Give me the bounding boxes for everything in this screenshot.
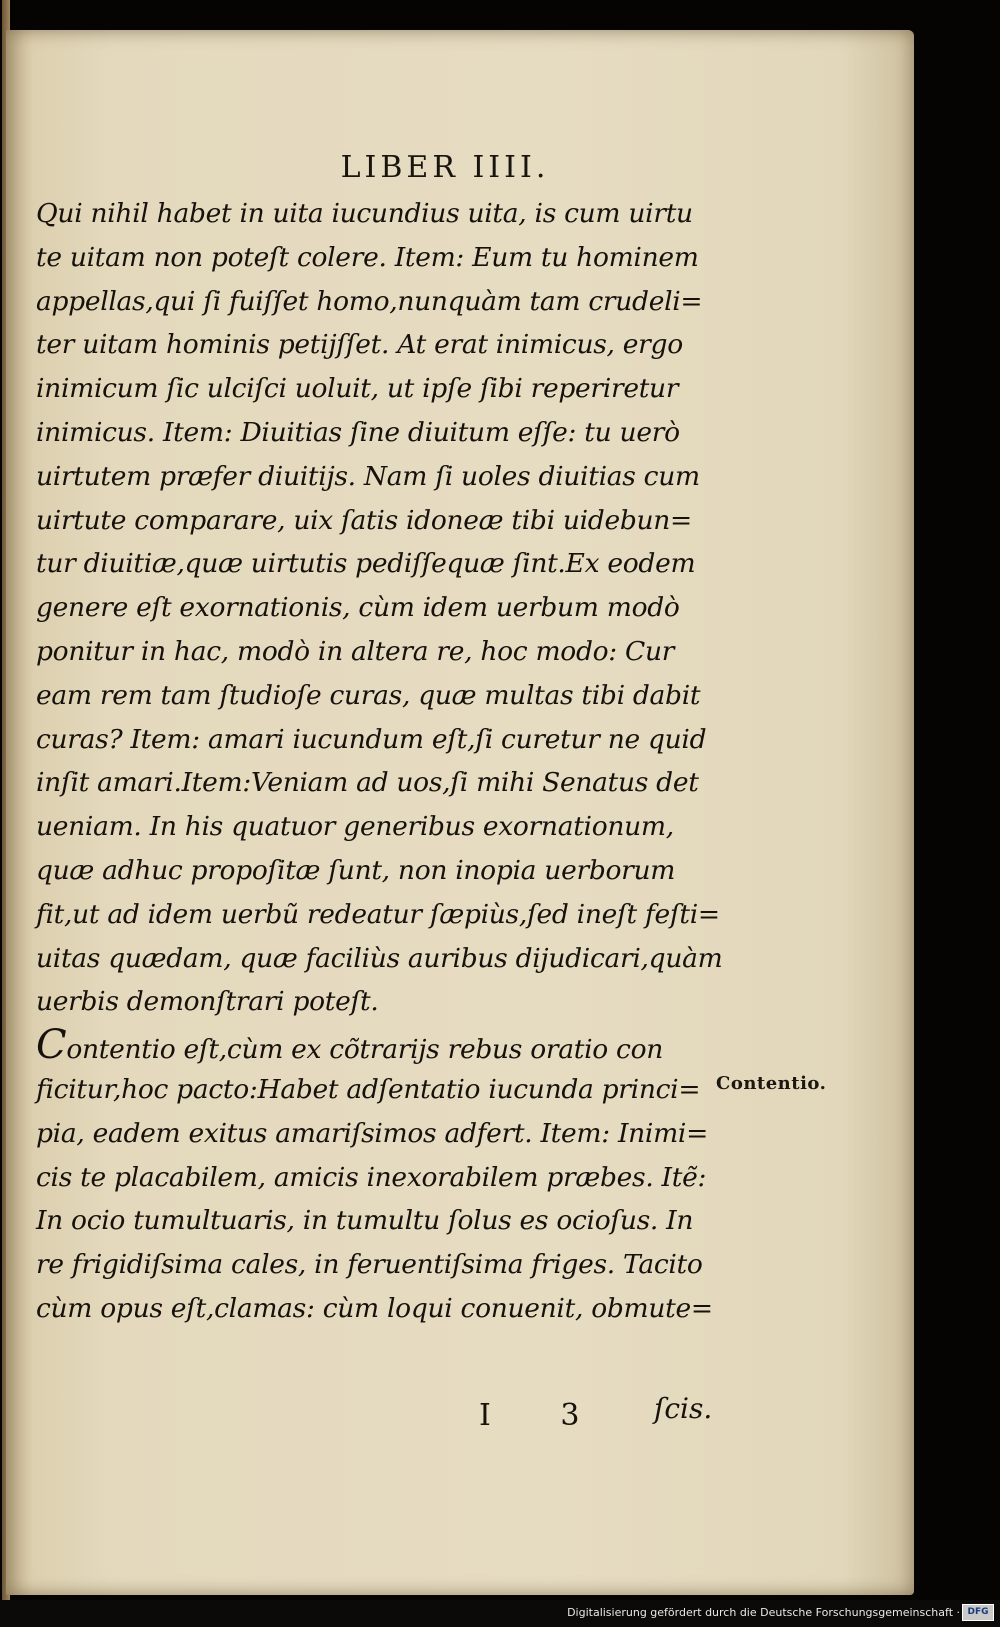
text-line: ficitur,hoc pacto:Habet adſentatio iucunda princi=	[36, 1073, 701, 1105]
text-line: re frigidiſsima cales, in feruentiſsima friges. Tacito	[36, 1249, 703, 1281]
text-block	[36, 192, 723, 1331]
text-line: Qui nihil habet in uita iucundius uita, is cum uirtu	[36, 198, 693, 229]
text-line: te uitam non poteſt colere. Item: Eum tu hominem	[36, 241, 699, 273]
text-line: inimicus. Item: Diuitias ſine diuitum eſſe: tu uerò	[36, 416, 680, 448]
text-line: In ocio tumultuaris, in tumultu ſolus es ocioſus. In	[36, 1205, 694, 1237]
text-line: fit,ut ad idem uerbũ redeatur ſæpiùs,ſed ineſt feſti=	[36, 898, 720, 930]
text-line: tur diuitiæ,quæ uirtutis pediſſequæ ſint.Ex eodem	[36, 548, 696, 580]
text-line: inimicum ſic ulciſci uoluit, ut ipſe ſibi reperiretur	[36, 373, 679, 405]
running-head: LIBER IIII.	[340, 150, 550, 185]
text-line: uitas quædam, quæ faciliùs auribus dijudicari,quàm	[36, 942, 723, 974]
digitization-credit: Digitalisierung gefördert durch die Deutsche Forschungsgemeinschaft ·	[567, 1606, 960, 1619]
dfg-logo-icon: DFG	[962, 1604, 994, 1621]
text-line: pia, eadem exitus amariſsimos adfert. Item: Inimi=	[36, 1117, 708, 1149]
text-line: uirtutem præfer diuitijs. Nam ſi uoles diuitias cum	[36, 460, 700, 492]
catchword: ſcis.	[654, 1392, 713, 1425]
text-line: uerbis demonſtrari poteſt.	[36, 986, 379, 1018]
text-line: cis te placabilem, amicis inexorabilem præbes. Itẽ:	[36, 1161, 707, 1193]
text-line: curas? Item: amari iucundum eſt,ſi curetur ne quid	[36, 723, 707, 755]
book-page	[6, 30, 914, 1595]
text-line: ponitur in hac, modò in altera re, hoc modo: Cur	[36, 635, 675, 667]
text-line: uirtute comparare, uix ſatis idoneæ tibi uidebun=	[36, 504, 692, 536]
text-line: genere eſt exornationis, cùm idem uerbum modò	[36, 592, 680, 624]
text-line: quæ adhuc propoſitæ ſunt, non inopia uerborum	[36, 854, 676, 886]
signature-mark: I 3	[479, 1398, 610, 1433]
text-line: ueniam. In his quatuor generibus exornationum,	[36, 811, 674, 843]
marginal-note: Contentio.	[716, 1073, 827, 1094]
text-line: eam rem tam ſtudioſe curas, quæ multas tibi dabit	[36, 679, 701, 711]
text-line: inſit amari.Item:Veniam ad uos,ſi mihi Senatus det	[36, 767, 699, 799]
text-line: appellas,qui ſi fuiſſet homo,nunquàm tam crudeli=	[36, 285, 703, 317]
text-line: ter uitam hominis petijſſet. At erat inimicus, ergo	[36, 329, 683, 361]
text-line: cùm opus eſt,clamas: cùm loqui conuenit, obmute=	[36, 1292, 713, 1324]
text-line-initial: Contentio eſt,cùm ex cõtrarijs rebus oratio con	[36, 1022, 663, 1069]
